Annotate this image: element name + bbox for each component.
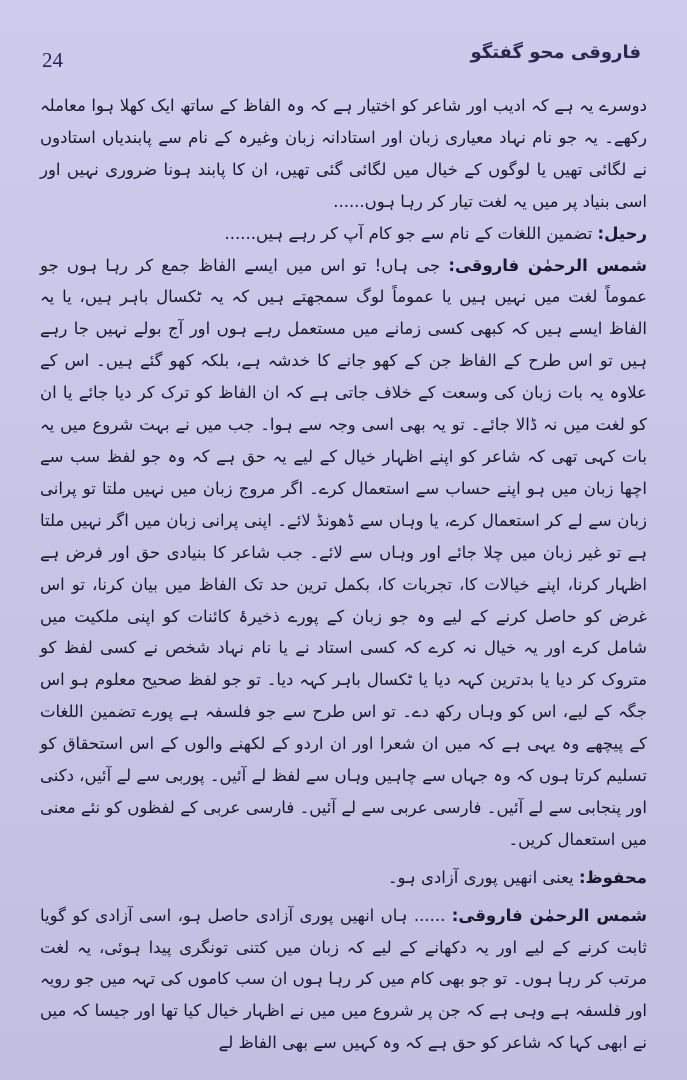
speaker-name: شمس الرحمٰن فاروقی: xyxy=(451,905,647,925)
speaker-name: رحیل: xyxy=(597,223,647,243)
paragraph-text: جی ہاں! تو اس میں ایسے الفاظ جمع کر رہا ہوں جو عموماً لغت میں نہیں ہیں یا عموماً لوگ سمجھتے ہیں کہ یہ ٹکسال باہر ہیں، یا یہ الفاظ ایسے ہیں کہ کبھی کسی زمانے میں مستعمل رہے ہوں اور آج بولے نہیں جا رہے ہیں تو اس طرح کے الفاظ جن کے کھو جانے کا خدشہ ہے، بلکہ کھو گئے ہیں۔ اس کے علاوہ یہ بات زبان کی وسعت کے خلاف جاتی ہے کہ ان الفاظ کو ترک کر دیا جائے یا ان کو لغت میں نہ ڈالا جائے۔ تو یہ بھی اسی وجہ سے ہوا۔ جب میں نے بہت شروع میں یہ بات کہی تھی کہ شاعر کو اپنے اظہار خیال کے لیے یہ حق ہے کہ وہ جو لفظ سب سے اچھا زبان میں ہو اپنے حساب سے استعمال کرے۔ اگر مروج زبان میں نہیں ملتا تو پرانی زبان سے لے کر استعمال کرے، یا وہاں سے ڈھونڈ لائے۔ اپنی پرانی زبان میں اگر نہیں ملتا ہے تو غیر زبان میں چلا جائے اور وہاں سے لائے۔ جب شاعر کا بنیادی حق اور فرض ہے اظہار کرنا، اپنے خیالات کا، تجربات کا، بکمل ترین حد تک الفاظ میں بیان کرنا، تو اس غرض کو حاصل کرنے کے لیے وہ جو زبان کے پورے ذخیرۂ کائنات کو اپنی ملکیت میں شامل کرے اور یہ خیال نہ کرے کہ کسی استاد نے یا نام نہاد شخص نے کسی لفظ کو متروک کر دیا یا بدترین کہہ دیا یا ٹکسال باہر کہہ دیا۔ تو جو لفظ صحیح معلوم ہو اس جگہ کے لیے، اس کو وہاں رکھ دے۔ تو اس طرح سے جو فلسفہ ہے پورے تضمین اللغات کے پیچھے وہ یہی ہے کہ میں ان شعرا اور ان اردو کے لکھنے والوں کے اس استحقاق کو تسلیم کرتا ہوں کہ وہ جہاں سے چاہیں وہاں سے لفظ لے آئیں۔ پوربی سے لے آئیں، دکنی اور پنجابی سے لے آئیں۔ فارسی عربی سے لے آئیں۔ فارسی عربی کے لفظوں کو نئے معنی میں استعمال کریں۔ xyxy=(40,255,647,849)
paragraph-text: ...... ہاں انھیں پوری آزادی حاصل ہو، اسی آزادی کو گویا ثابت کرنے کے لیے اور یہ دکھانے کے لیے کہ زبان میں کتنی تونگری پیدا ہوئی، یہ لغت مرتب کر رہا ہوں۔ تو جو بھی کام میں کر رہا ہوں ان سب کاموں کی تہہ میں جو رویہ اور فلسفہ ہے وہی ہے کہ جن پر شروع میں میں نے اظہار خیال کیا تھا اور جیسا کہ میں نے ابھی کہا کہ شاعر کو حق ہے کہ وہ کہیں سے بھی الفاظ لے xyxy=(40,905,647,1053)
paragraph-text: تضمین اللغات کے نام سے جو کام آپ کر رہے ہیں...... xyxy=(224,223,593,243)
paragraph xyxy=(40,900,647,1060)
speaker-name: محفوظ: xyxy=(578,867,647,887)
running-title: فاروقی محو گفتگو xyxy=(470,42,641,63)
page-number: 24 xyxy=(42,48,63,72)
paragraph xyxy=(40,862,647,894)
paragraph xyxy=(40,218,647,250)
body-text xyxy=(40,90,647,1059)
paragraph xyxy=(40,90,647,218)
paragraph xyxy=(40,250,647,856)
speaker-name: شمس الرحمٰن فاروقی: xyxy=(448,255,648,275)
paragraph-text: دوسرے یہ ہے کہ ادیب اور شاعر کو اختیار ہے کہ وہ الفاظ کے ساتھ ایک کھلا ہوا معاملہ رکھے۔ یہ جو نام نہاد معیاری زبان اور استادانہ زبان وغیرہ کے نام سے پابندیاں استادوں نے لگائی تھیں یا لوگوں کے خیال میں لگائی گئی تھیں، ان کا پابند ہونا ضروری نہیں اور اسی بنیاد پر میں یہ لغت تیار کر رہا ہوں...... xyxy=(40,96,647,211)
paragraph-text: یعنی انھیں پوری آزادی ہو۔ xyxy=(387,867,574,887)
